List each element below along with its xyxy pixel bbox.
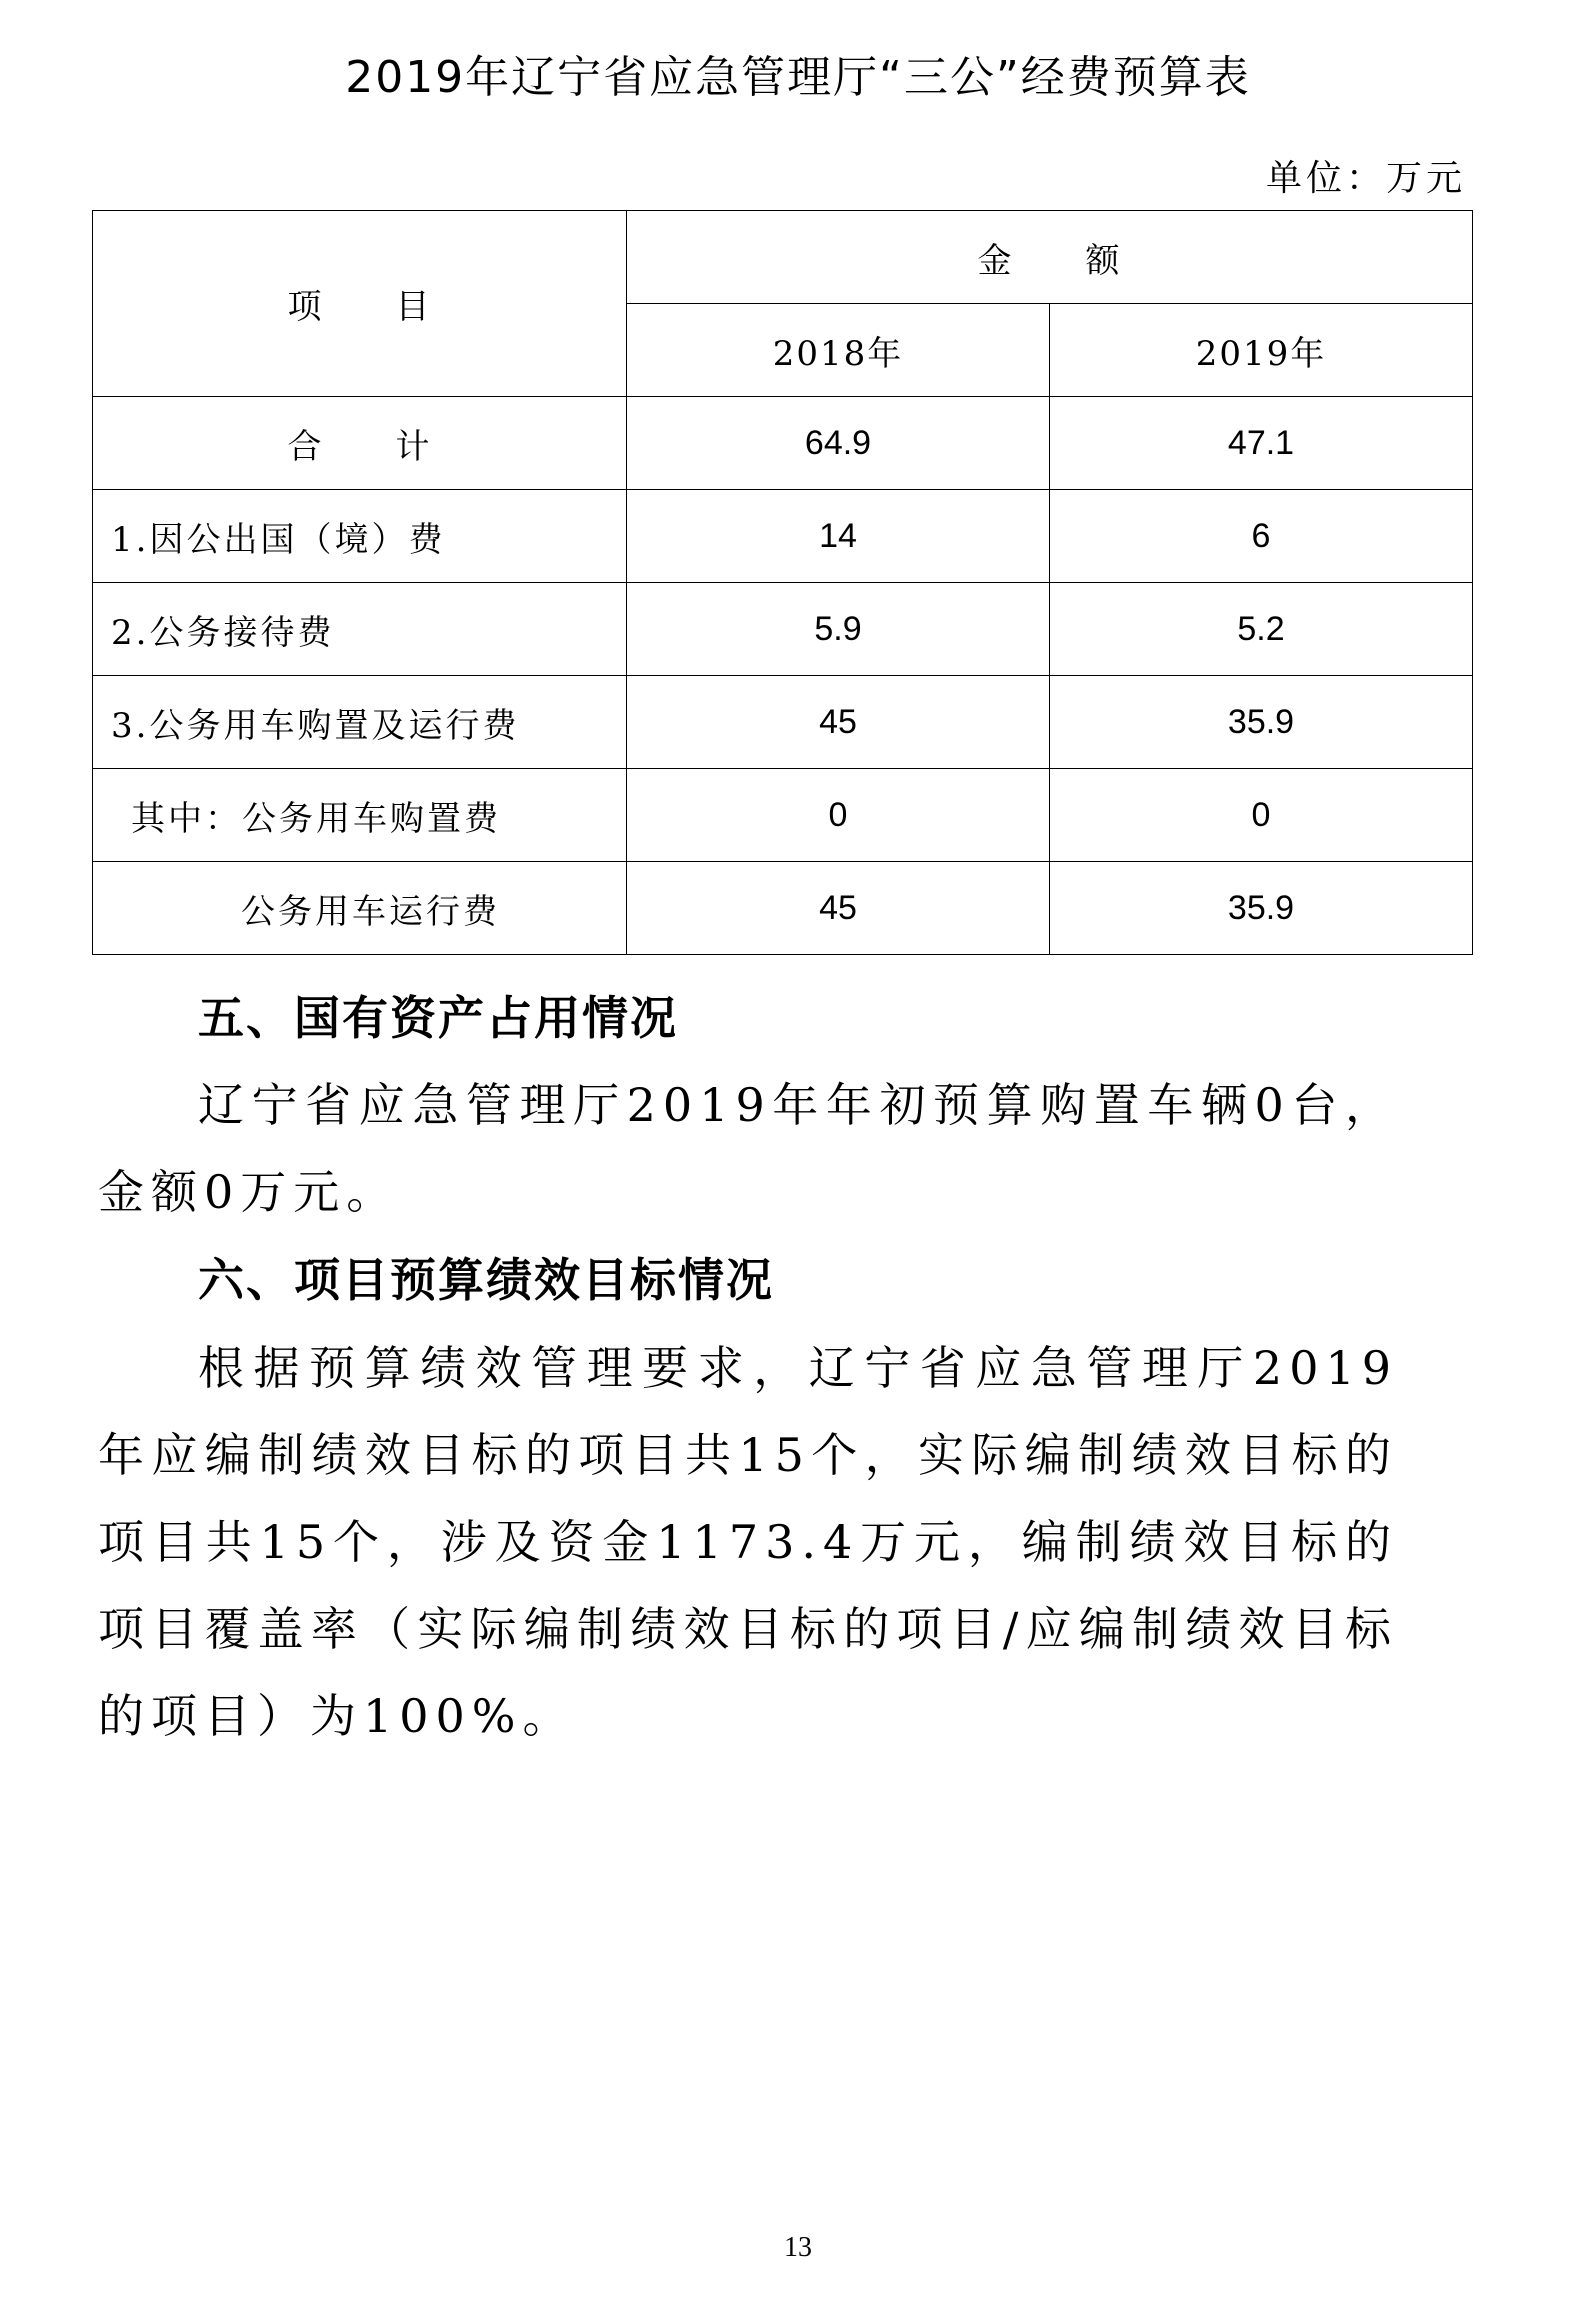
header-item: 项 目 <box>93 211 627 397</box>
header-year-2019: 2019年 <box>1050 304 1473 397</box>
table-row <box>93 397 1473 490</box>
unit-label: 单位：万元 <box>1265 158 1466 199</box>
table-header-row <box>93 211 1473 304</box>
row-value-2018: 45 <box>627 676 1050 769</box>
page-title: 2019年辽宁省应急管理厅“三公”经费预算表 <box>345 52 1251 103</box>
row-value-2018: 64.9 <box>627 397 1050 490</box>
section-heading: 六、项目预算绩效目标情况 <box>198 1253 774 1307</box>
row-value-2018: 14 <box>627 490 1050 583</box>
table-row <box>93 862 1473 955</box>
row-value-2019: 35.9 <box>1050 862 1473 955</box>
row-label: 2.公务接待费 <box>93 583 627 676</box>
section-paragraph: 根据预算绩效管理要求，辽宁省应急管理厅2019年应编制绩效目标的项目共15个，实际编制绩效目标的项目共15个，涉及资金1173.4万元，编制绩效目标的项目覆盖率（实际编制绩效目标的项目/应编制绩效目标的项目）为100%。 <box>98 1341 1398 1743</box>
row-label: 公务用车运行费 <box>93 862 627 955</box>
row-value-2018: 5.9 <box>627 583 1050 676</box>
row-label: 3.公务用车购置及运行费 <box>93 676 627 769</box>
table-row <box>93 676 1473 769</box>
row-label: 1.因公出国（境）费 <box>93 490 627 583</box>
table-row <box>93 769 1473 862</box>
header-amount: 金 额 <box>627 211 1473 304</box>
row-value-2018: 0 <box>627 769 1050 862</box>
section-heading: 五、国有资产占用情况 <box>198 991 678 1045</box>
row-value-2018: 45 <box>627 862 1050 955</box>
row-label-total: 合 计 <box>93 397 627 490</box>
page-number: 13 <box>784 2232 812 2263</box>
row-value-2019: 6 <box>1050 490 1473 583</box>
budget-table <box>92 210 1473 955</box>
row-label: 其中：公务用车购置费 <box>93 769 627 862</box>
section-paragraph: 辽宁省应急管理厅2019年年初预算购置车辆0台，金额0万元。 <box>98 1078 1398 1219</box>
row-value-2019: 47.1 <box>1050 397 1473 490</box>
header-year-2018: 2018年 <box>627 304 1050 397</box>
table-row <box>93 490 1473 583</box>
row-value-2019: 0 <box>1050 769 1473 862</box>
row-value-2019: 5.2 <box>1050 583 1473 676</box>
row-value-2019: 35.9 <box>1050 676 1473 769</box>
table-row <box>93 583 1473 676</box>
